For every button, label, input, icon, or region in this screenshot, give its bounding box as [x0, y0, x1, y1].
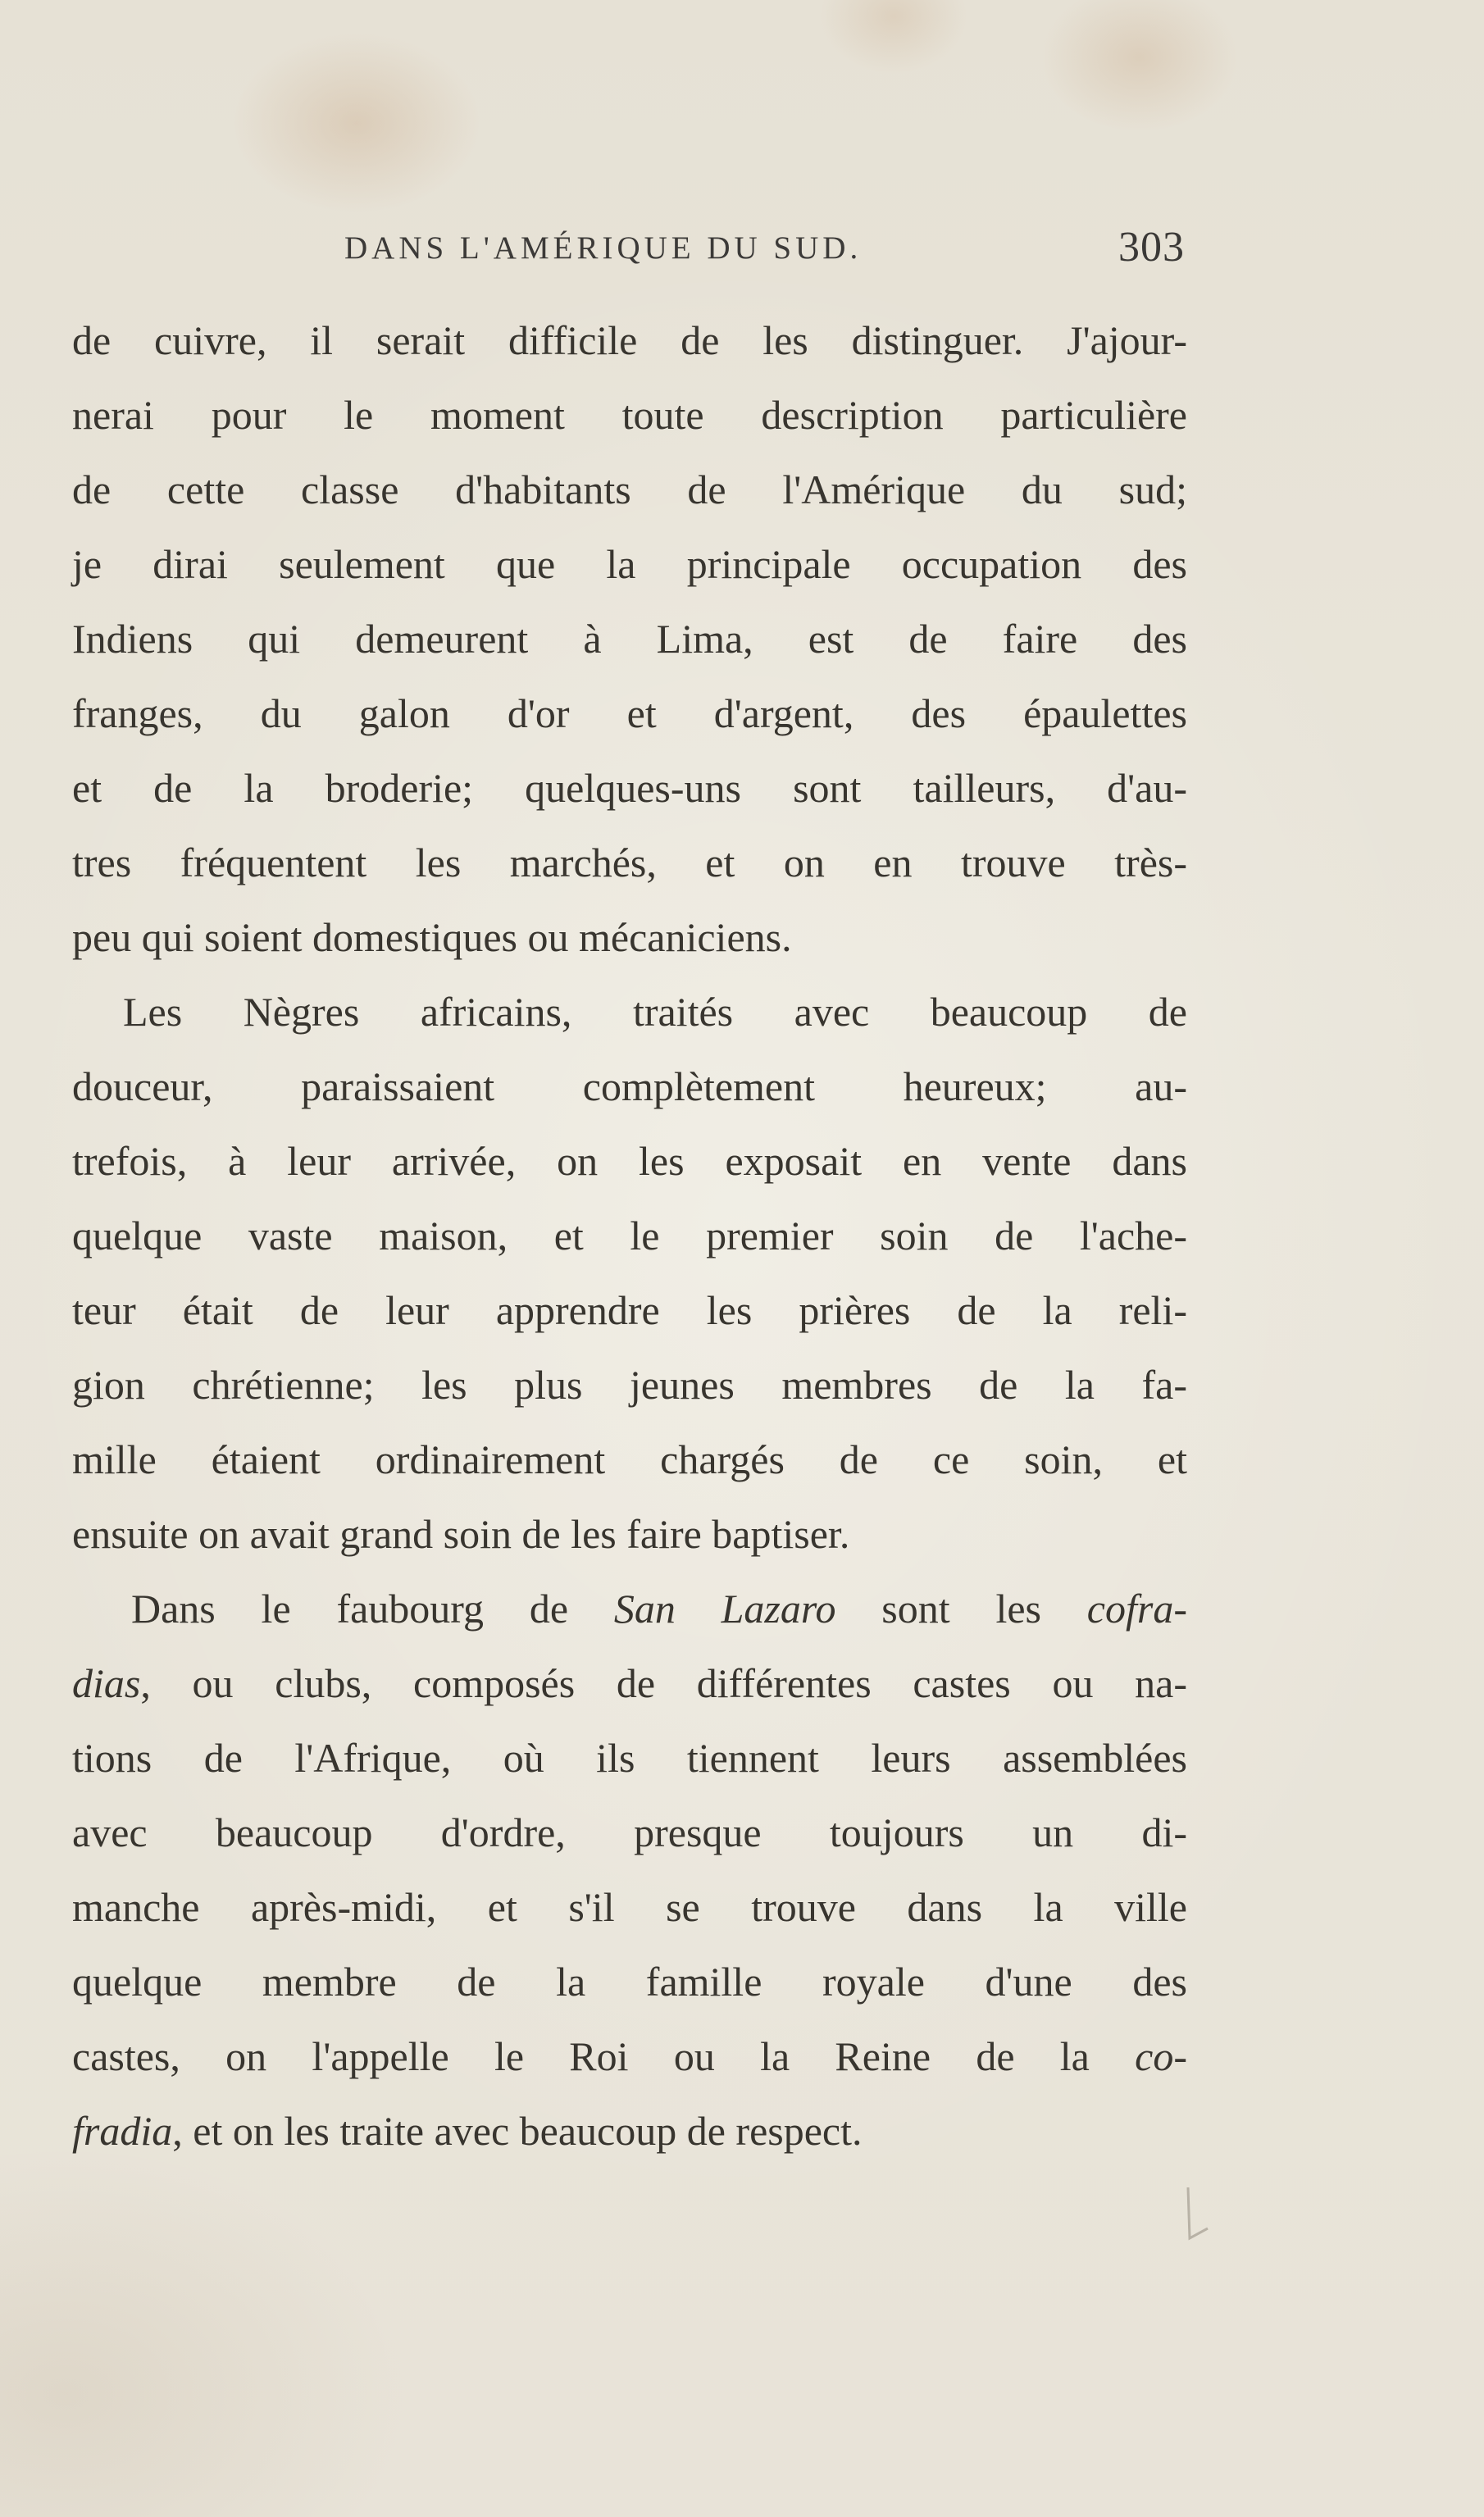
text-line: quelque vaste maison, et le premier soin de l'ache- [72, 1213, 1187, 1258]
text-run: tions de l'Afrique, où ils tiennent leurs assemblées [72, 1735, 1187, 1781]
text-line [72, 1945, 1187, 2019]
text-run: quelque membre de la famille royale d'une des [72, 1959, 1187, 2005]
text-line [72, 1721, 1187, 1796]
text-line: teur était de leur apprendre les prières de la reli- [72, 1287, 1187, 1333]
text-line: gion chrétienne; les plus jeunes membres de la fa- [72, 1362, 1187, 1408]
text-line: de cette classe d'habitants de l'Amérique du sud; [72, 467, 1187, 512]
text-run: , ou clubs, composés de différentes castes ou na- [140, 1660, 1187, 1706]
text-line: tres fréquentent les marchés, et on en trouve très- [72, 840, 1187, 885]
text-line: trefois, à leur arrivée, on les exposait en vente dans [72, 1138, 1187, 1184]
running-title: DANS L'AMÉRIQUE DU SUD. [344, 230, 863, 266]
page-number: 303 [1118, 224, 1185, 271]
pencil-mark [1183, 2181, 1216, 2246]
text-run: Dans le faubourg de [131, 1586, 614, 1632]
text-run: avec beaucoup d'ordre, presque toujours un di- [72, 1809, 1187, 1855]
text-line: et de la broderie; quelques-uns sont tailleurs, d'au- [72, 765, 1187, 811]
text-line [72, 2094, 1187, 2169]
text-line: ensuite on avait grand soin de les faire baptiser. [72, 1511, 850, 1557]
text-line: Les Nègres africains, traités avec beaucoup de [123, 989, 1187, 1035]
italic-run: co- [1135, 2033, 1187, 2079]
text-line [72, 1870, 1187, 1945]
text-run: , et on les traite avec beaucoup de respect. [172, 2108, 863, 2154]
text-line: mille étaient ordinairement chargés de ce soin, et [72, 1436, 1187, 1482]
text-line: douceur, paraissaient complètement heureux; au- [72, 1063, 1187, 1109]
text-run: castes, on l'appelle le Roi ou la Reine de la [72, 2033, 1136, 2079]
text-line [72, 1646, 1187, 1721]
text-line: peu qui soient domestiques ou mécaniciens. [72, 914, 792, 960]
italic-run: San Lazaro [613, 1586, 836, 1632]
italic-run: cofra- [1086, 1586, 1187, 1632]
page-header [74, 223, 1185, 280]
paragraph-3 [72, 1572, 1187, 2169]
body-text [72, 303, 1187, 2169]
italic-run: fradia [72, 2108, 173, 2154]
italic-run: dias [72, 1660, 141, 1706]
text-run: manche après-midi, et s'il se trouve dans la ville [72, 1884, 1187, 1930]
text-line: je dirai seulement que la principale occupation des [72, 541, 1187, 587]
paragraph-2 [72, 975, 1187, 1572]
text-line: de cuivre, il serait difficile de les distinguer. J'ajour- [72, 317, 1187, 363]
text-line: Indiens qui demeurent à Lima, est de faire des [72, 616, 1187, 662]
text-line: franges, du galon d'or et d'argent, des épaulettes [72, 690, 1187, 736]
text-run: sont les [835, 1586, 1087, 1632]
text-line [72, 2019, 1187, 2094]
text-line [72, 1572, 1187, 1646]
text-line [72, 1796, 1187, 1870]
paragraph-1 [72, 303, 1187, 975]
text-line: nerai pour le moment toute description particulière [72, 392, 1187, 438]
